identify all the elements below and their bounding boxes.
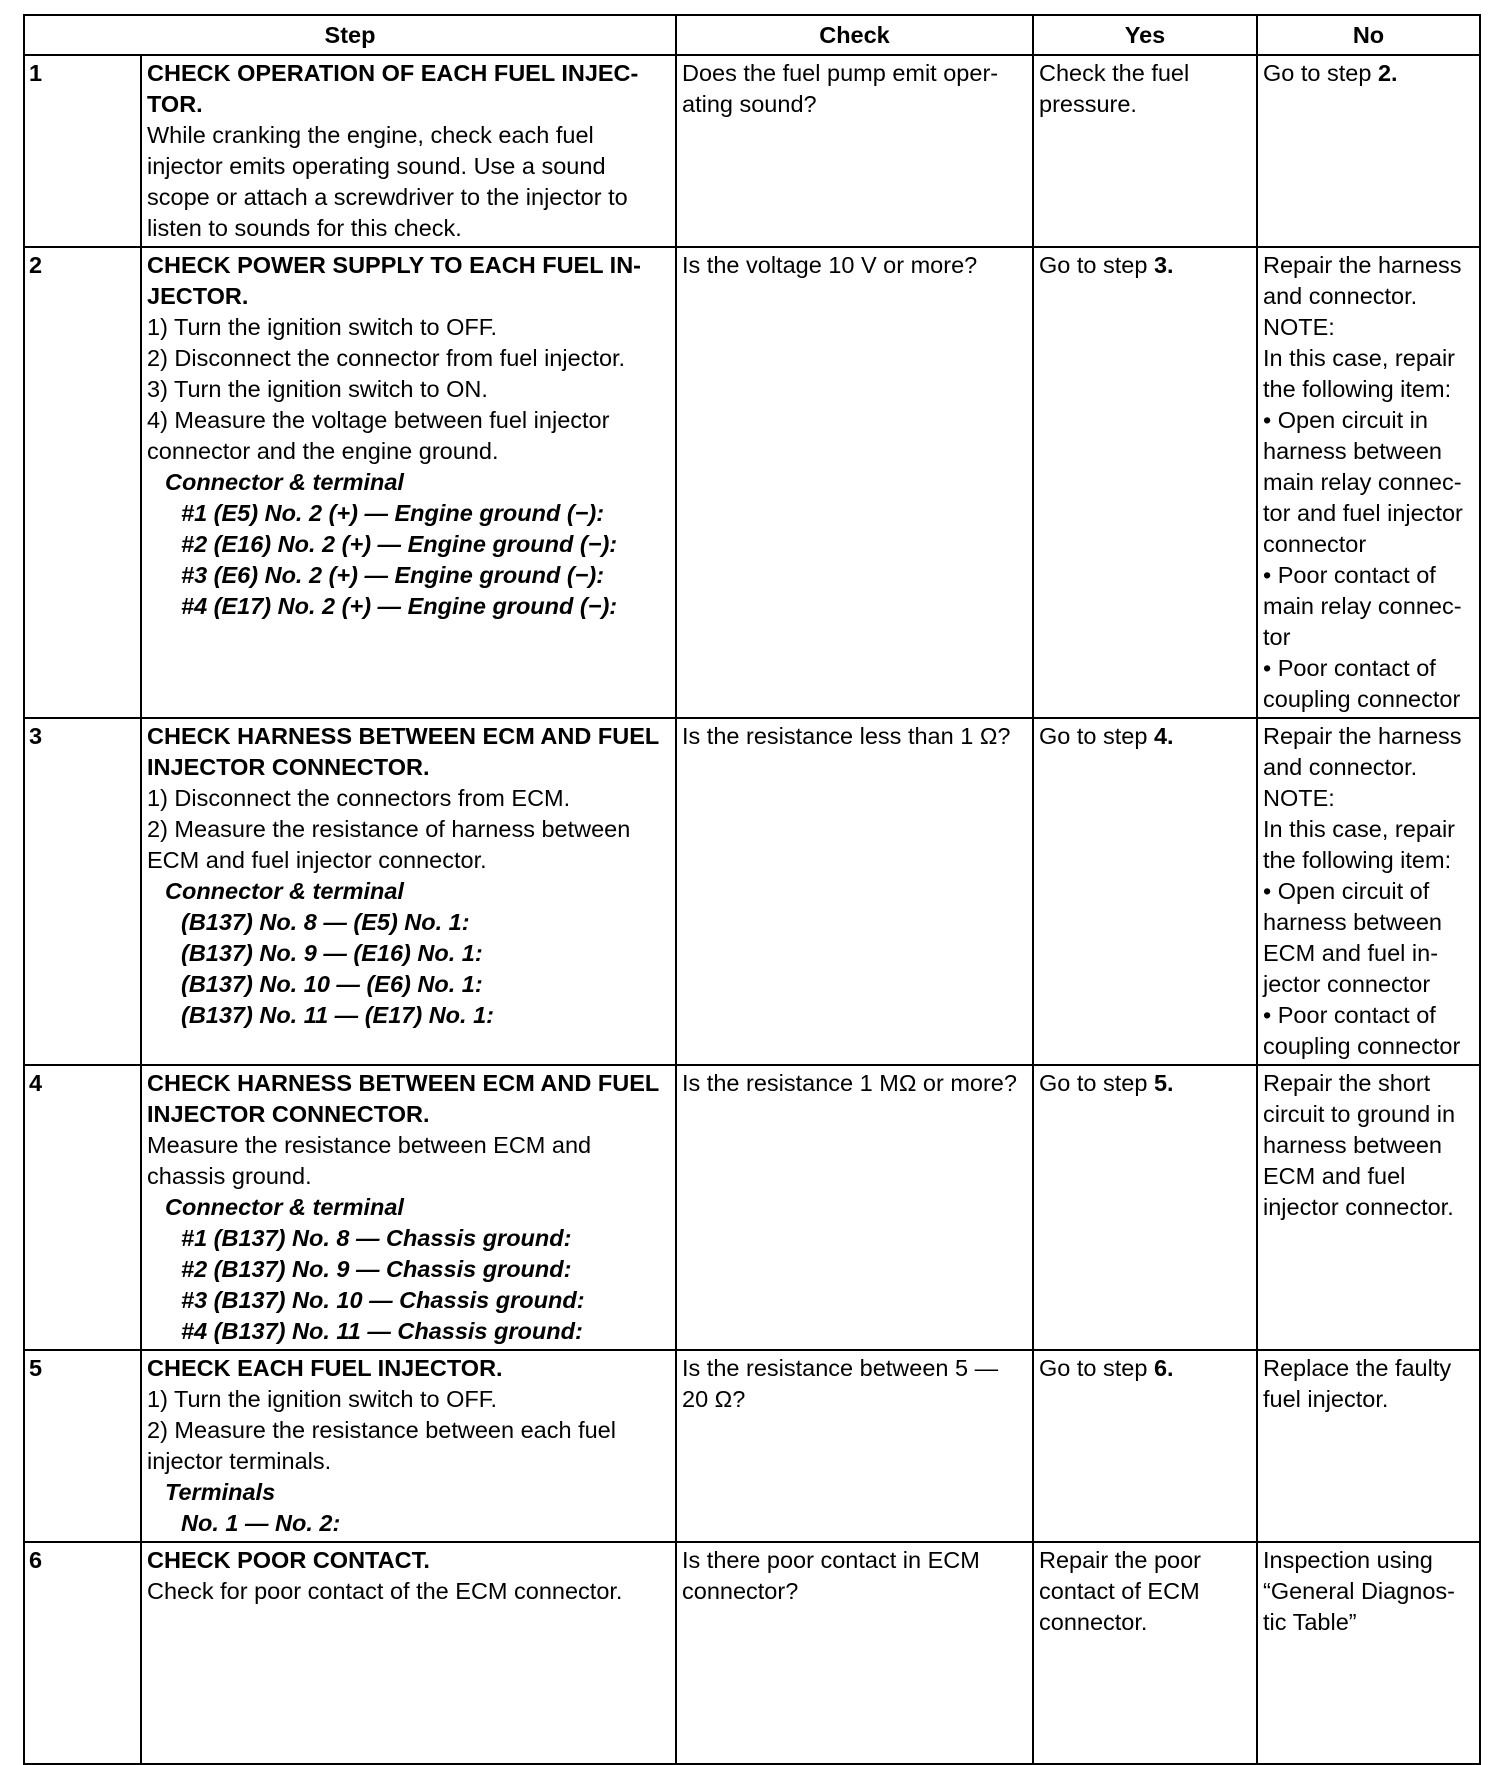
header-no: No: [1257, 15, 1480, 55]
table-row: [24, 718, 1480, 1065]
step-description: [141, 55, 676, 247]
step-number: 2: [24, 247, 141, 718]
step-number: 5: [24, 1350, 141, 1542]
substep-item: 2) Measure the resistance between each fuel injector terminals.: [147, 1417, 616, 1474]
no-step-ref: 2.: [1377, 60, 1398, 86]
diagnostic-table: [23, 14, 1481, 1765]
no-action: [1257, 718, 1480, 1065]
no-line: Repair the harness and connector.: [1263, 723, 1462, 780]
table-header-row: [24, 15, 1480, 55]
check-question: Is the resistance 1 MΩ or more?: [676, 1065, 1033, 1350]
no-line: Replace the faulty fuel injector.: [1263, 1355, 1452, 1412]
yes-text: Go to step: [1039, 723, 1154, 749]
connector-terminal-line: #2 (B137) No. 9 — Chassis ground:: [181, 1256, 572, 1282]
connector-terminal-line: (B137) No. 10 — (E6) No. 1:: [181, 971, 483, 997]
no-action: [1257, 1350, 1480, 1542]
substep-item: 1) Turn the ignition switch to OFF.: [147, 314, 498, 340]
yes-action: [1033, 55, 1257, 247]
no-line: NOTE:: [1263, 314, 1335, 340]
connector-terminal-line: #3 (E6) No. 2 (+) — Engine ground (−):: [181, 562, 605, 588]
yes-step-ref: 3.: [1153, 252, 1174, 278]
yes-step-ref: 4.: [1153, 723, 1174, 749]
check-question: Is the voltage 10 V or more?: [676, 247, 1033, 718]
step-description: [141, 247, 676, 718]
table-row: [24, 1542, 1480, 1764]
step-title: CHECK OPERATION OF EACH FUEL INJEC- TOR.: [147, 60, 639, 117]
substep-item: 1) Turn the ignition switch to OFF.: [147, 1386, 498, 1412]
step-description: [141, 1065, 676, 1350]
connector-terminal-heading: Connector & terminal: [165, 1194, 404, 1220]
connector-terminal-line: (B137) No. 11 — (E17) No. 1:: [181, 1002, 494, 1028]
no-line: NOTE:: [1263, 785, 1335, 811]
connector-terminal-line: #1 (B137) No. 8 — Chassis ground:: [181, 1225, 572, 1251]
step-title: CHECK HARNESS BETWEEN ECM AND FUEL INJECTOR CONNECTOR.: [147, 1070, 659, 1127]
diagnostic-table-container: [23, 14, 1479, 1765]
connector-terminal-heading: Connector & terminal: [165, 878, 404, 904]
step-title: CHECK POWER SUPPLY TO EACH FUEL IN- JECTOR.: [147, 252, 642, 309]
no-action: [1257, 1065, 1480, 1350]
step-title: CHECK HARNESS BETWEEN ECM AND FUEL INJECTOR CONNECTOR.: [147, 723, 659, 780]
connector-terminal-heading: Terminals: [165, 1479, 276, 1505]
no-action: [1257, 1542, 1480, 1764]
connector-terminal-line: (B137) No. 9 — (E16) No. 1:: [181, 940, 483, 966]
step-number: 4: [24, 1065, 141, 1350]
step-number: 3: [24, 718, 141, 1065]
table-row: [24, 55, 1480, 247]
connector-terminal-line: (B137) No. 8 — (E5) No. 1:: [181, 909, 470, 935]
yes-action: [1033, 1065, 1257, 1350]
connector-terminal-line: #3 (B137) No. 10 — Chassis ground:: [181, 1287, 585, 1313]
step-description: [141, 1350, 676, 1542]
no-text: Go to step: [1263, 60, 1378, 86]
no-action: [1257, 247, 1480, 718]
no-line: • Poor contact of coupling connector: [1263, 1002, 1461, 1059]
connector-terminal-line: #2 (E16) No. 2 (+) — Engine ground (−):: [181, 531, 618, 557]
table-row: [24, 247, 1480, 718]
connector-terminal-line: No. 1 — No. 2:: [181, 1510, 341, 1536]
step-number: 1: [24, 55, 141, 247]
step-number: 6: [24, 1542, 141, 1764]
table-body: [24, 55, 1480, 1764]
yes-text: Go to step: [1039, 252, 1154, 278]
yes-action: [1033, 1350, 1257, 1542]
header-yes: Yes: [1033, 15, 1257, 55]
no-line: • Open circuit of harness between ECM and fuel in- jector connector: [1263, 878, 1442, 997]
no-action: [1257, 55, 1480, 247]
step-body: While cranking the engine, check each fuel injector emits operating sound. Use a sound scope or attach a screwdriver to the injector to listen to sounds for this check.: [147, 122, 628, 241]
no-line: • Open circuit in harness between main relay connec- tor and fuel injector connector: [1263, 407, 1463, 557]
yes-action: [1033, 1542, 1257, 1764]
substep-item: 4) Measure the voltage between fuel injector connector and the engine ground.: [147, 407, 610, 464]
check-question: Does the fuel pump emit oper- ating sound?: [676, 55, 1033, 247]
check-question: Is there poor contact in ECM connector?: [676, 1542, 1033, 1764]
yes-text: Go to step: [1039, 1070, 1154, 1096]
yes-text: Go to step: [1039, 1355, 1154, 1381]
substep-item: 3) Turn the ignition switch to ON.: [147, 376, 488, 402]
connector-terminal-line: #4 (B137) No. 11 — Chassis ground:: [181, 1318, 583, 1344]
yes-text: Check the fuel pressure.: [1039, 60, 1190, 117]
no-line: • Poor contact of coupling connector: [1263, 655, 1461, 712]
connector-terminal-heading: Connector & terminal: [165, 469, 404, 495]
step-description: [141, 1542, 676, 1764]
step-description: [141, 718, 676, 1065]
table-row: [24, 1065, 1480, 1350]
yes-action: [1033, 247, 1257, 718]
header-step: Step: [24, 15, 676, 55]
yes-text: Repair the poor contact of ECM connector.: [1039, 1547, 1201, 1635]
header-check: Check: [676, 15, 1033, 55]
check-question: Is the resistance between 5 — 20 Ω?: [676, 1350, 1033, 1542]
step-body: Measure the resistance between ECM and chassis ground.: [147, 1132, 592, 1189]
no-line: In this case, repair the following item:: [1263, 816, 1456, 873]
yes-step-ref: 6.: [1153, 1355, 1174, 1381]
substep-item: 2) Disconnect the connector from fuel injector.: [147, 345, 626, 371]
substep-item: 1) Disconnect the connectors from ECM.: [147, 785, 571, 811]
step-title: CHECK EACH FUEL INJECTOR.: [147, 1355, 503, 1381]
connector-terminal-line: #1 (E5) No. 2 (+) — Engine ground (−):: [181, 500, 605, 526]
substep-item: 2) Measure the resistance of harness between ECM and fuel injector connector.: [147, 816, 631, 873]
yes-step-ref: 5.: [1153, 1070, 1174, 1096]
no-line: Repair the harness and connector.: [1263, 252, 1462, 309]
no-line: • Poor contact of main relay connec- tor: [1263, 562, 1462, 650]
step-title: CHECK POOR CONTACT.: [147, 1547, 430, 1573]
yes-action: [1033, 718, 1257, 1065]
table-row: [24, 1350, 1480, 1542]
check-question: Is the resistance less than 1 Ω?: [676, 718, 1033, 1065]
no-line: Inspection using “General Diagnos- tic Table”: [1263, 1547, 1456, 1635]
step-body: Check for poor contact of the ECM connector.: [147, 1578, 623, 1604]
no-line: In this case, repair the following item:: [1263, 345, 1456, 402]
connector-terminal-line: #4 (E17) No. 2 (+) — Engine ground (−):: [181, 593, 618, 619]
no-line: Repair the short circuit to ground in harness between ECM and fuel injector connector.: [1263, 1070, 1456, 1220]
